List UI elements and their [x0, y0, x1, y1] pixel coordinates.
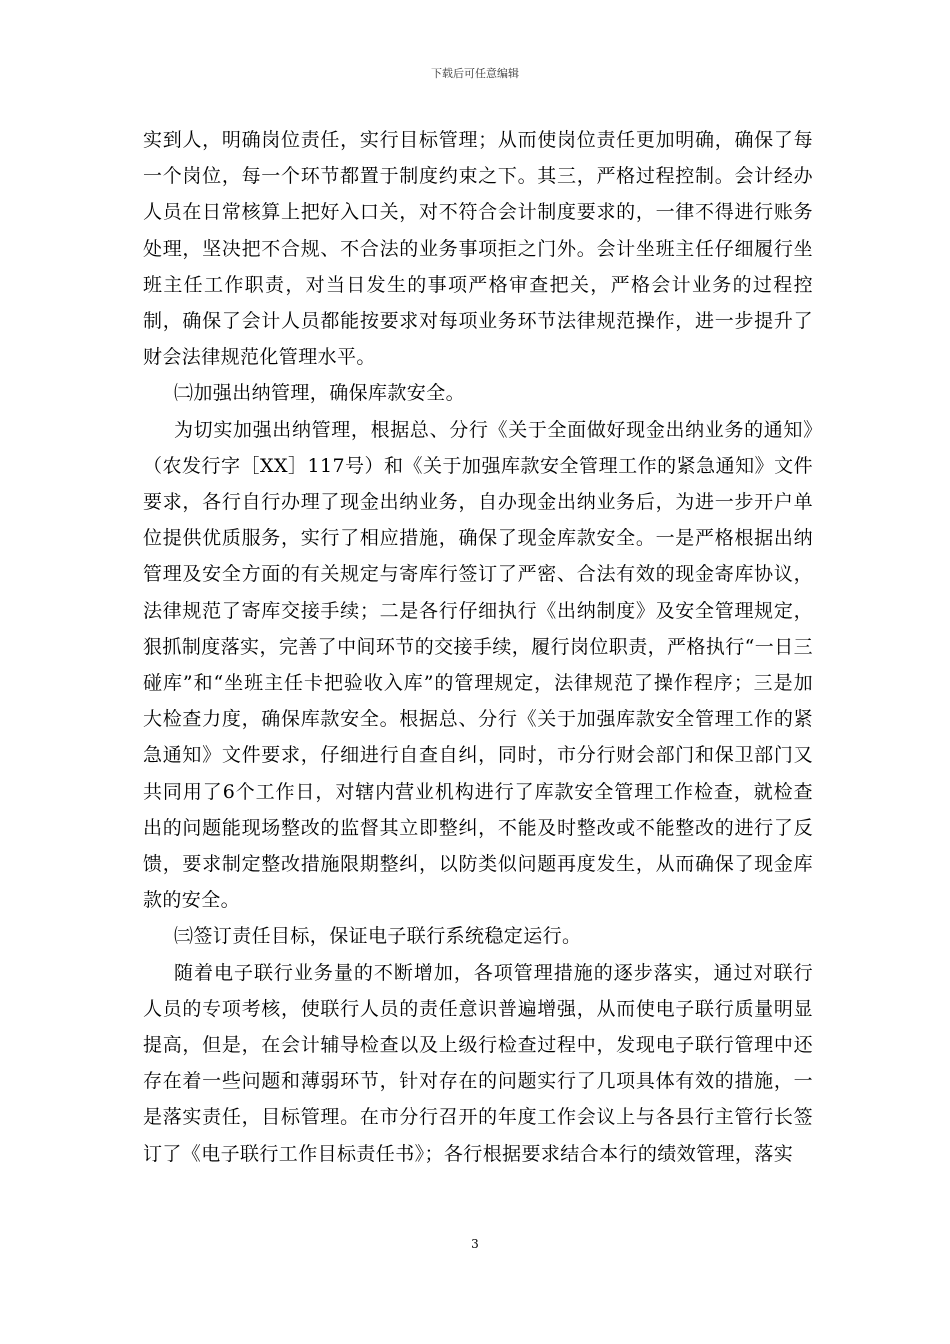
- paragraph-continuation: 实到人，明确岗位责任，实行目标管理；从而使岗位责任更加明确，确保了每一个岗位，每一个环节都置于制度约束之下。其三，严格过程控制。会计经办人员在日常核算上把好入口关，对不符合会计制度要求的，一律不得进行账务处理，坚决把不合规、不合法的业务事项拒之门外。会计坐班主任仔细履行坐班主任工作职责，对当日发生的事项严格审查把关，严格会计业务的过程控制，确保了会计人员都能按要求对每项业务环节法律规范操作，进一步提升了财会法律规范化管理水平。: [143, 129, 813, 369]
- section-heading-cashier: ㈡加强出纳管理，确保库款安全。: [174, 382, 466, 405]
- page-number: 3: [471, 1237, 479, 1251]
- page-header: 下载后可任意编辑: [431, 67, 519, 80]
- paragraph-electronic-transfer: 随着电子联行业务量的不断增加，各项管理措施的逐步落实，通过对联行人员的专项考核，使联行人员的责任意识普遍增强，从而使电子联行质量明显提高，但是，在会计辅导检查以及上级行检查过程中，发现电子联行管理中还存在着一些问题和薄弱环节，针对存在的问题实行了几项具体有效的措施，一是落实责任，目标管理。在市分行召开的年度工作会议上与各县行主管行长签订了《电子联行工作目标责任书》；各行根据要求结合本行的绩效管理，落实: [143, 961, 813, 1165]
- paragraph-cashier-management: 为切实加强出纳管理，根据总、分行《关于全面做好现金出纳业务的通知》（农发行字［XX］117号）和《关于加强库款安全管理工作的紧急通知》文件要求，各行自行办理了现金出纳业务，自办现金出纳业务后，为进一步开户单位提供优质服务，实行了相应措施，确保了现金库款安全。一是严格根据出纳管理及安全方面的有关规定与寄库行签订了严密、合法有效的现金寄库协议，法律规范了寄库交接手续；二是各行仔细执行《出纳制度》及安全管理规定，狠抓制度落实，完善了中间环节的交接手续，履行岗位职责，严格执行“一日三碰库”和“坐班主任卡把验收入库”的管理规定，法律规范了操作程序；三是加大检查力度，确保库款安全。根据总、分行《关于加强库款安全管理工作的紧急通知》文件要求，仔细进行自查自纠，同时，市分行财会部门和保卫部门又共同用了6个工作日，对辖内营业机构进行了库款安全管理工作检查，就检查出的问题能现场整改的监督其立即整纠，不能及时整改或不能整改的进行了反馈，要求制定整改措施限期整纠，以防类似问题再度发生，从而确保了现金库款的安全。: [143, 418, 813, 912]
- section-heading-electronic-transfer: ㈢签订责任目标，保证电子联行系统稳定运行。: [174, 925, 582, 948]
- document-body: [143, 122, 813, 1172]
